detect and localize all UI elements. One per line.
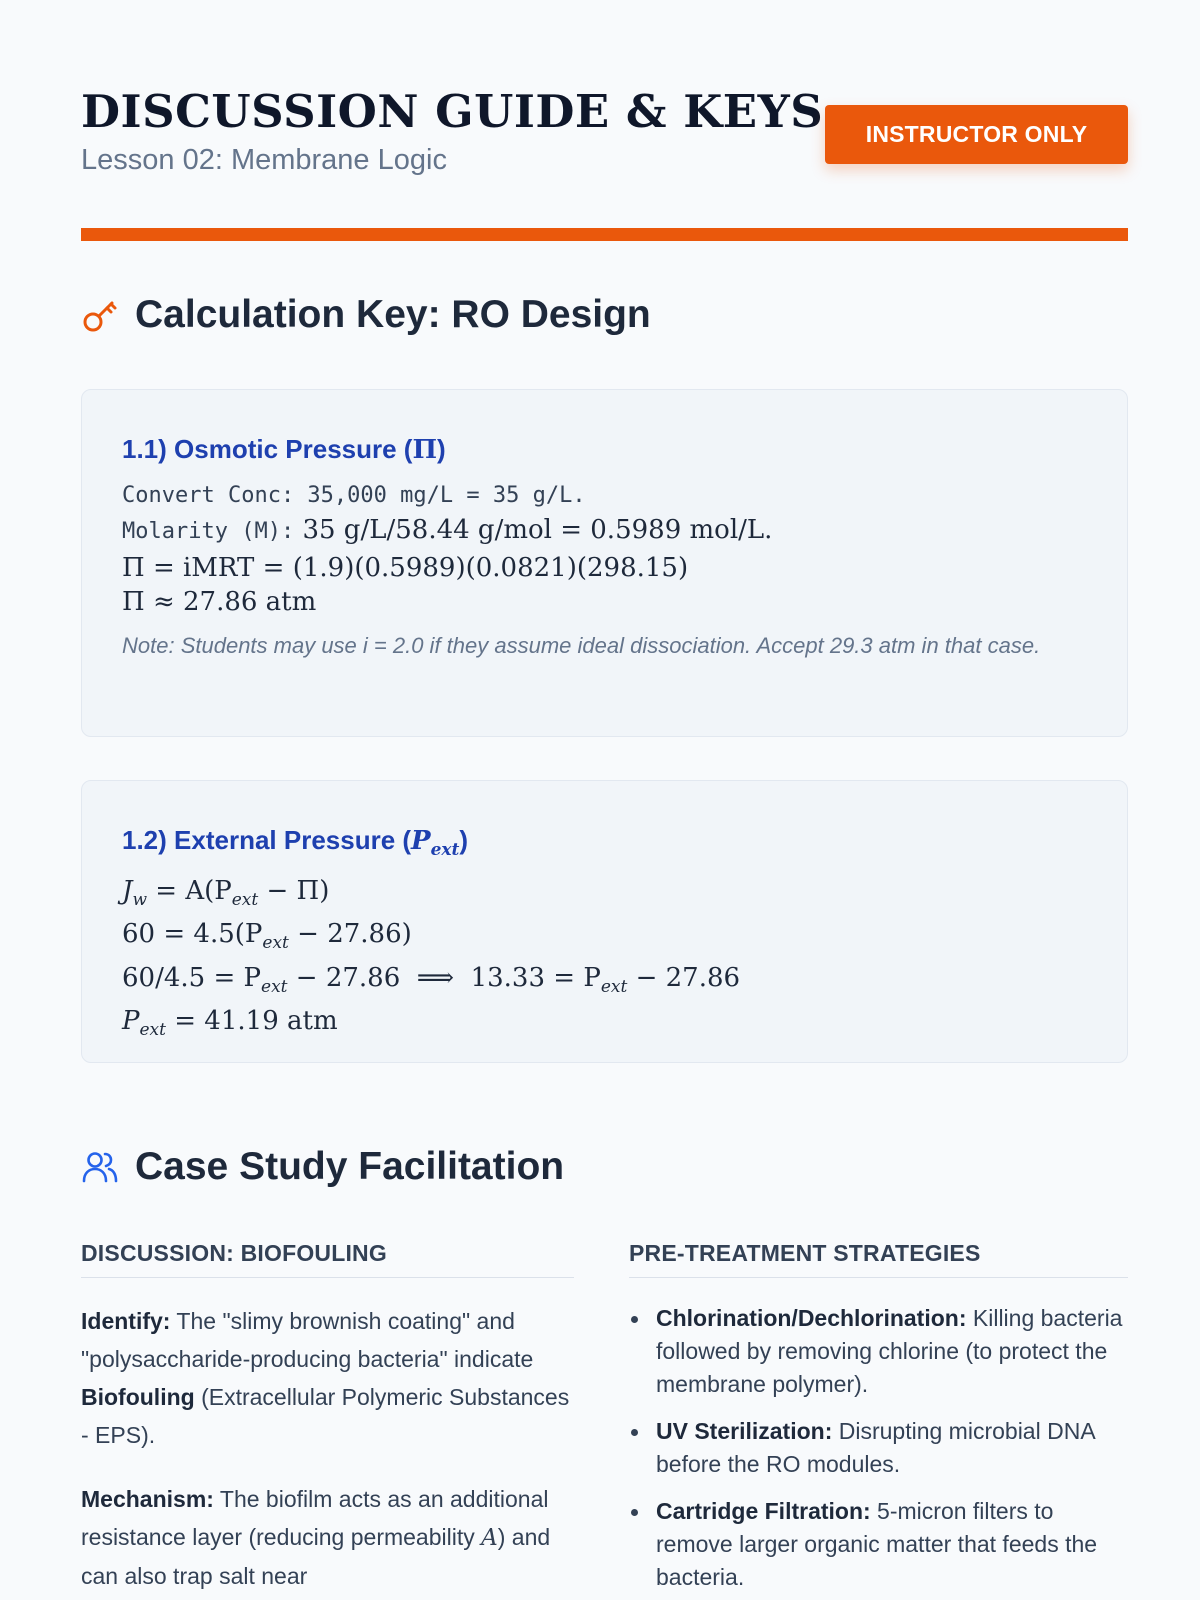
pretreatment-column (629, 1240, 1128, 1600)
conversion-line: Convert Conc: 35,000 mg/L = 35 g/L. (122, 483, 586, 508)
external-pressure-card (81, 780, 1128, 1063)
identify-paragraph: Identify: The "slimy brownish coating" and "polysaccharide-producing bacteria" indicate Biofouling (Extracellular Polymeric Substances - EPS). (81, 1308, 570, 1448)
pretreatment-heading: PRE-TREATMENT STRATEGIES (629, 1240, 1128, 1278)
rearrangement-line: $60/4.5 = P_{ext} - 27.86$ ⟹ $13.33 = P_{ext} - 27.86$ (122, 962, 741, 997)
osmotic-formula-line: Π = iMRT = (1.9)(0.5989)(0.0821)(298.15) (122, 553, 689, 583)
users-icon (81, 1148, 119, 1186)
key-icon (81, 296, 119, 334)
calculation-section-label: Calculation Key: RO Design (135, 293, 651, 336)
mechanism-paragraph: Mechanism: The biofilm acts as an additional resistance layer (reducing permeability A) and can also trap salt near (81, 1486, 551, 1589)
substitution-line: $60 = 4.5(P_{ext} - 27.86)$ (122, 919, 412, 954)
header-divider (81, 228, 1128, 241)
molarity-line: Molarity (M): 35 g/L/58.44 g/mol = 0.5989 mol/L. (122, 515, 773, 545)
list-item: Chlorination/Dechlorination: Killing bacteria followed by removing chlorine (to protect the membrane polymer). (629, 1302, 1128, 1401)
case-study-section-title (81, 1145, 564, 1189)
biofouling-heading: DISCUSSION: BIOFOULING (81, 1240, 574, 1278)
osmotic-result-line: Π ≈ 27.86 atm (122, 587, 317, 617)
document-title: DISCUSSION GUIDE & KEYS (81, 85, 824, 138)
list-item: UV Sterilization: Disrupting microbial DNA before the RO modules. (629, 1415, 1128, 1481)
calculation-section-title (81, 293, 651, 337)
dissociation-note: Note: Students may use i = 2.0 if they assume ideal dissociation. Accept 29.3 atm in that case. (122, 633, 1041, 658)
osmotic-pressure-card (81, 389, 1128, 737)
list-item: Cartridge Filtration: 5-micron filters to remove larger organic matter that feeds the bacteria. (629, 1495, 1128, 1594)
case-study-section-label: Case Study Facilitation (135, 1145, 565, 1188)
instructor-only-badge: INSTRUCTOR ONLY (825, 105, 1128, 164)
osmotic-pressure-title: 1.1) Osmotic Pressure (Π) (122, 434, 446, 465)
lesson-subtitle: Lesson 02: Membrane Logic (81, 144, 447, 176)
external-pressure-title: 1.2) External Pressure $(P_{ext})$ (122, 825, 469, 861)
flux-equation-line: $J_w = A(P_{ext} - \Pi)$ (122, 876, 330, 911)
external-pressure-result-line: $P_{ext} = 41.19$ atm (122, 1005, 338, 1040)
pretreatment-list (629, 1302, 1128, 1594)
biofouling-column (81, 1240, 574, 1595)
